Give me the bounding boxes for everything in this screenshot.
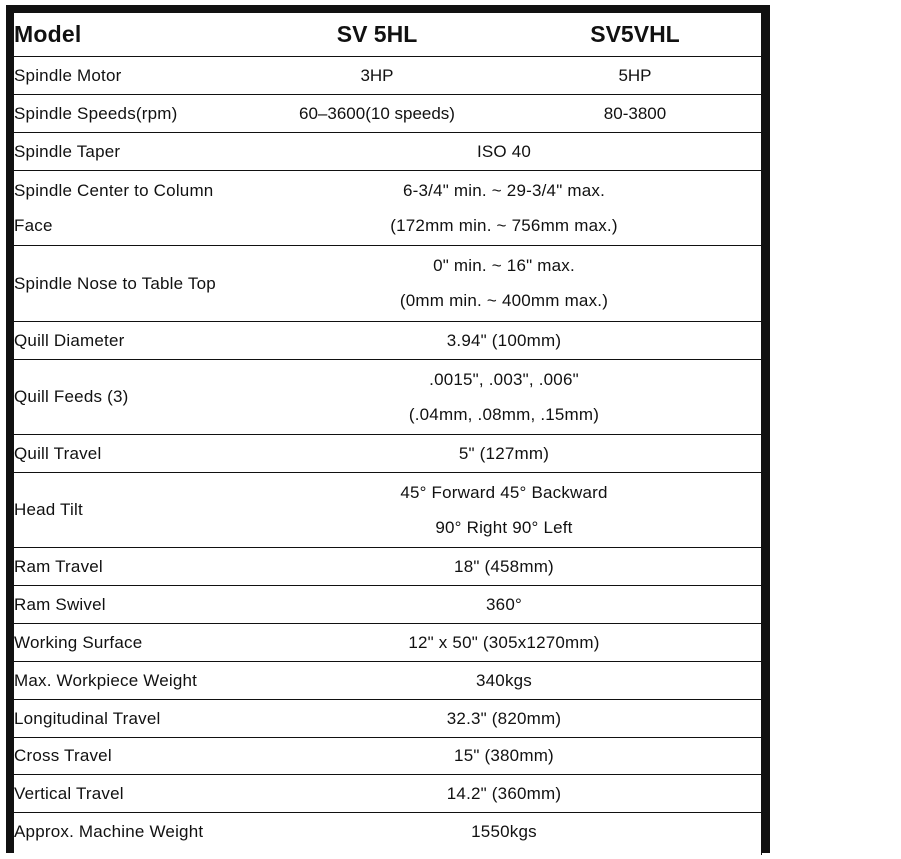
row-value: 15" (380mm) — [454, 746, 554, 765]
table-row — [14, 57, 762, 95]
table-row — [14, 813, 762, 851]
row-label: Spindle Speeds(rpm) — [14, 103, 178, 123]
table-row — [14, 624, 762, 662]
row-value-line: 6-3/4" min. ~ 29-3/4" max. — [403, 180, 605, 200]
row-value: 1550kgs — [471, 822, 537, 841]
row-label-line: Face — [14, 215, 53, 235]
header-row — [14, 13, 762, 57]
row-value-line: 45° Forward 45° Backward — [400, 482, 608, 502]
row-value: 5" (127mm) — [458, 443, 550, 463]
header-model-a: SV 5HL — [336, 21, 418, 47]
spec-table-frame — [6, 5, 770, 853]
row-label: Spindle Taper — [14, 141, 121, 161]
row-label: Spindle Motor — [14, 65, 122, 85]
row-label: Approx. Machine Weight — [14, 822, 204, 841]
row-value — [246, 473, 762, 547]
row-label: Spindle Nose to Table Top — [14, 273, 216, 293]
row-label: Quill Travel — [14, 443, 102, 463]
row-value: 340kgs — [475, 670, 533, 690]
header-model-label: Model — [14, 21, 82, 47]
row-value-a: 60–3600(10 speeds) — [299, 103, 455, 123]
table-row — [14, 360, 762, 435]
row-label — [14, 171, 246, 245]
row-label: Quill Feeds (3) — [14, 387, 129, 406]
spec-table — [14, 13, 762, 855]
table-row — [14, 586, 762, 624]
row-value — [246, 246, 762, 321]
row-value: 3.94" (100mm) — [446, 330, 562, 350]
row-value-line: 0" min. ~ 16" max. — [433, 255, 575, 275]
row-value-line: 90° Right 90° Left — [435, 517, 573, 537]
row-value — [246, 171, 762, 245]
row-value-b: 5HP — [618, 65, 652, 85]
table-row — [14, 662, 762, 700]
row-value: 14.2" (360mm) — [446, 783, 562, 803]
row-label: Vertical Travel — [14, 783, 124, 803]
row-value-line: (172mm min. ~ 756mm max.) — [390, 215, 618, 235]
row-label: Longitudinal Travel — [14, 708, 161, 728]
row-label: Quill Diameter — [14, 330, 125, 350]
table-row — [14, 775, 762, 813]
row-value: 32.3" (820mm) — [446, 708, 562, 728]
row-value-b: 80-3800 — [603, 103, 667, 123]
row-label: Ram Swivel — [14, 594, 106, 614]
row-label: Head Tilt — [14, 500, 83, 519]
row-value-a: 3HP — [360, 65, 394, 85]
row-value: ISO 40 — [476, 141, 532, 161]
row-value: 18" (458mm) — [454, 556, 554, 576]
table-row — [14, 548, 762, 586]
row-label-line: Spindle Center to Column — [14, 180, 214, 200]
header-model-b: SV5VHL — [590, 21, 680, 47]
table-row — [14, 322, 762, 360]
row-label: Working Surface — [14, 632, 143, 652]
table-row — [14, 738, 762, 775]
row-label: Max. Workpiece Weight — [14, 670, 198, 690]
row-label: Ram Travel — [14, 556, 103, 576]
row-value-line: .0015", .003", .006" — [429, 369, 579, 389]
table-row — [14, 246, 762, 322]
table-row — [14, 133, 762, 171]
table-row — [14, 473, 762, 548]
row-label: Cross Travel — [14, 746, 112, 765]
table-row — [14, 700, 762, 738]
row-value — [246, 360, 762, 434]
row-value-line: (.04mm, .08mm, .15mm) — [408, 404, 600, 424]
row-value: 360° — [486, 594, 522, 614]
table-row — [14, 435, 762, 473]
table-row — [14, 171, 762, 246]
table-row — [14, 95, 762, 133]
row-value-line: (0mm min. ~ 400mm max.) — [399, 291, 609, 311]
row-value: 12" x 50" (305x1270mm) — [408, 632, 600, 652]
